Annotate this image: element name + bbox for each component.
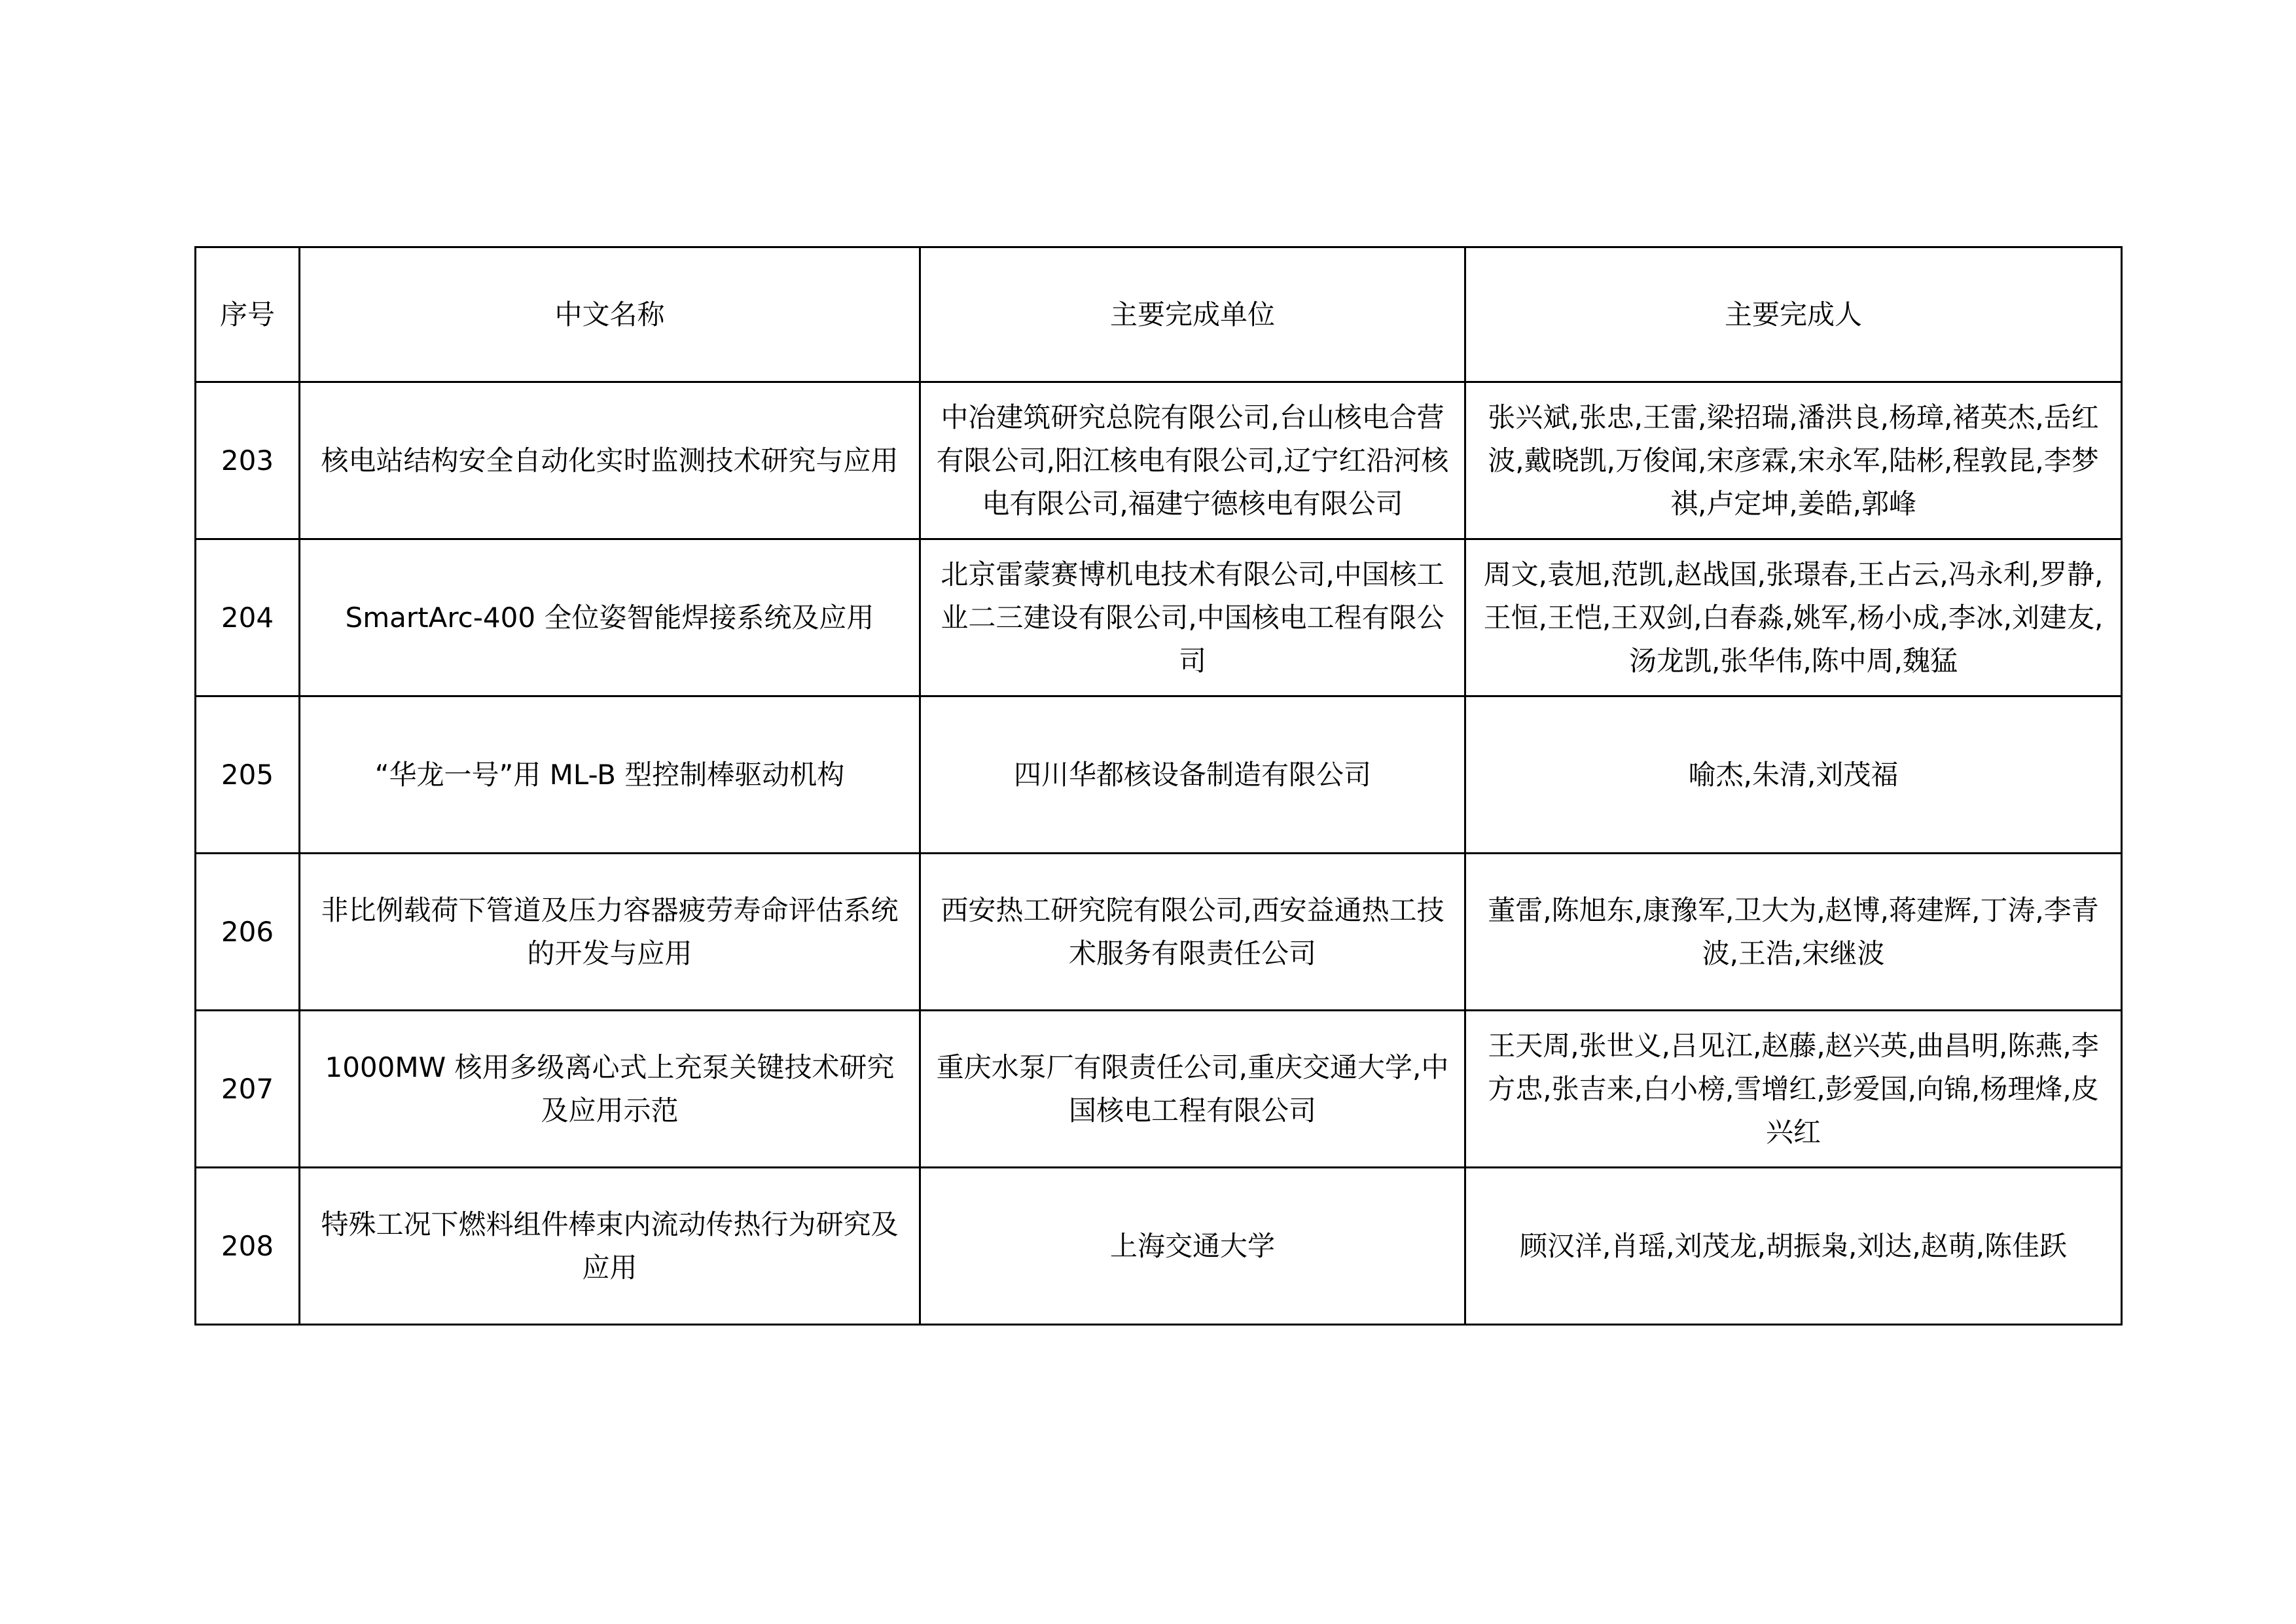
cell-serial-number: 205 xyxy=(196,696,300,854)
table-row xyxy=(196,382,2122,539)
cell-main-persons: 喻杰,朱清,刘茂福 xyxy=(1465,696,2122,854)
cell-serial-number: 207 xyxy=(196,1011,300,1168)
cell-project-name: 核电站结构安全自动化实时监测技术研究与应用 xyxy=(300,382,920,539)
table-row xyxy=(196,1011,2122,1168)
header-main-persons: 主要完成人 xyxy=(1465,247,2122,382)
cell-project-name: “华龙一号”用 ML-B 型控制棒驱动机构 xyxy=(300,696,920,854)
header-serial-number: 序号 xyxy=(196,247,300,382)
cell-serial-number: 204 xyxy=(196,539,300,696)
cell-main-units: 西安热工研究院有限公司,西安益通热工技术服务有限责任公司 xyxy=(920,854,1465,1011)
table-row xyxy=(196,539,2122,696)
cell-project-name: SmartArc-400 全位姿智能焊接系统及应用 xyxy=(300,539,920,696)
table-row xyxy=(196,696,2122,854)
cell-main-persons: 周文,袁旭,范凯,赵战国,张璟春,王占云,冯永利,罗静,王恒,王恺,王双剑,白春淼,姚军,杨小成,李冰,刘建友,汤龙凯,张华伟,陈中周,魏猛 xyxy=(1465,539,2122,696)
cell-main-units: 上海交通大学 xyxy=(920,1168,1465,1325)
cell-main-persons: 王天周,张世义,吕见江,赵藤,赵兴英,曲昌明,陈燕,李方忠,张吉来,白小榜,雪增红,彭爱国,向锦,杨理烽,皮兴红 xyxy=(1465,1011,2122,1168)
table-row xyxy=(196,854,2122,1011)
cell-main-units: 中冶建筑研究总院有限公司,台山核电合营有限公司,阳江核电有限公司,辽宁红沿河核电有限公司,福建宁德核电有限公司 xyxy=(920,382,1465,539)
cell-main-persons: 董雷,陈旭东,康豫军,卫大为,赵博,蒋建辉,丁涛,李青波,王浩,宋继波 xyxy=(1465,854,2122,1011)
header-main-units: 主要完成单位 xyxy=(920,247,1465,382)
cell-project-name: 非比例载荷下管道及压力容器疲劳寿命评估系统的开发与应用 xyxy=(300,854,920,1011)
cell-serial-number: 203 xyxy=(196,382,300,539)
cell-project-name: 1000MW 核用多级离心式上充泵关键技术研究及应用示范 xyxy=(300,1011,920,1168)
table-row xyxy=(196,1168,2122,1325)
header-chinese-name: 中文名称 xyxy=(300,247,920,382)
cell-main-units: 重庆水泵厂有限责任公司,重庆交通大学,中国核电工程有限公司 xyxy=(920,1011,1465,1168)
cell-main-persons: 顾汉洋,肖瑶,刘茂龙,胡振枭,刘达,赵萌,陈佳跃 xyxy=(1465,1168,2122,1325)
table-header-row xyxy=(196,247,2122,382)
cell-main-units: 北京雷蒙赛博机电技术有限公司,中国核工业二三建设有限公司,中国核电工程有限公司 xyxy=(920,539,1465,696)
cell-serial-number: 208 xyxy=(196,1168,300,1325)
cell-project-name: 特殊工况下燃料组件棒束内流动传热行为研究及应用 xyxy=(300,1168,920,1325)
awards-table xyxy=(194,246,2123,1326)
cell-serial-number: 206 xyxy=(196,854,300,1011)
cell-main-persons: 张兴斌,张忠,王雷,梁招瑞,潘洪良,杨璋,褚英杰,岳红波,戴晓凯,万俊闻,宋彦霖,宋永军,陆彬,程敦昆,李梦祺,卢定坤,姜皓,郭峰 xyxy=(1465,382,2122,539)
cell-main-units: 四川华都核设备制造有限公司 xyxy=(920,696,1465,854)
